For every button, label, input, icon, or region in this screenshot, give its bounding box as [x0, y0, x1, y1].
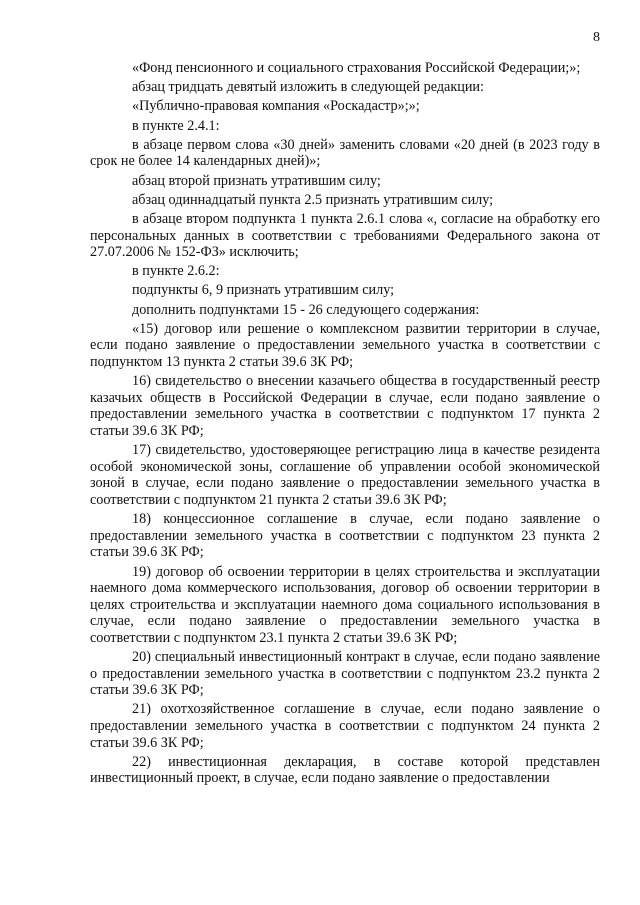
- paragraph: 17) свидетельство, удостоверяющее регистрацию лица в качестве резидента особой экономической зоны, соглашение об управлении особой экономической зоной в случае, если подано заявление о предоставлении земельного участка в соответствии с подпунктом 21 пункта 2 статьи 39.6 ЗК РФ;: [90, 442, 600, 508]
- paragraph: 21) охотхозяйственное соглашение в случае, если подано заявление о предоставлении земельного участка в соответствии с подпунктом 24 пункта 2 статьи 39.6 ЗК РФ;: [90, 701, 600, 751]
- paragraph: 22) инвестиционная декларация, в составе которой представлен инвестиционный проект, в случае, если подано заявление о предоставлении: [90, 753, 600, 787]
- paragraph: абзац одиннадцатый пункта 2.5 признать утратившим силу;: [132, 191, 494, 208]
- paragraph: 20) специальный инвестиционный контракт в случае, если подано заявление о предоставлении земельного участка в соответствии с подпунктом 23.2 пункта 2 статьи 39.6 ЗК РФ;: [90, 649, 600, 699]
- paragraph: подпункты 6, 9 признать утратившим силу;: [132, 282, 395, 299]
- paragraph: в пункте 2.6.2:: [132, 263, 220, 280]
- paragraph: в абзаце первом слова «30 дней» заменить словами «20 дней (в 2023 году в срок не более 14 календарных дней)»;: [90, 136, 600, 170]
- paragraph: абзац второй признать утратившим силу;: [132, 172, 381, 189]
- page-number: 8: [593, 30, 600, 45]
- paragraph: «Фонд пенсионного и социального страхования Российской Федерации;»;: [132, 60, 581, 76]
- paragraph: 19) договор об освоении территории в целях строительства и эксплуатации наемного дома коммерческого использования, договор об освоении территории в целях строительства и эксплуатации наемного дома социального использования в случае, если подано заявление о предоставлении земельного участка в соответствии с подпунктом 23.1 пункта 2 статьи 39.6 ЗК РФ;: [90, 563, 600, 646]
- paragraph: в абзаце втором подпункта 1 пункта 2.6.1 слова «, согласие на обработку его персональных данных в соответствии с требованиями Федерального закона от 27.07.2006 № 152-ФЗ» исключить;: [90, 210, 600, 261]
- paragraph: абзац тридцать девятый изложить в следующей редакции:: [132, 79, 484, 96]
- paragraph: «Публично-правовая компания «Роскадастр»;»;: [132, 98, 420, 115]
- paragraph: в пункте 2.4.1:: [132, 117, 220, 134]
- paragraph: 18) концессионное соглашение в случае, если подано заявление о предоставлении земельного участка в соответствии с подпунктом 23 пункта 2 статьи 39.6 ЗК РФ;: [90, 511, 600, 561]
- paragraph: «15) договор или решение о комплексном развитии территории в случае, если подано заявление о предоставлении земельного участка в соответствии с подпунктом 13 пункта 2 статьи 39.6 ЗК РФ;: [90, 320, 600, 371]
- paragraph: дополнить подпунктами 15 - 26 следующего содержания:: [132, 301, 480, 318]
- document-body: [90, 60, 600, 790]
- paragraph: 16) свидетельство о внесении казачьего общества в государственный реестр казачьих обществ в Российской Федерации в случае, если подано заявление о предоставлении земельного участка в соответствии с подпунктом 17 пункта 2 статьи 39.6 ЗК РФ;: [90, 373, 600, 439]
